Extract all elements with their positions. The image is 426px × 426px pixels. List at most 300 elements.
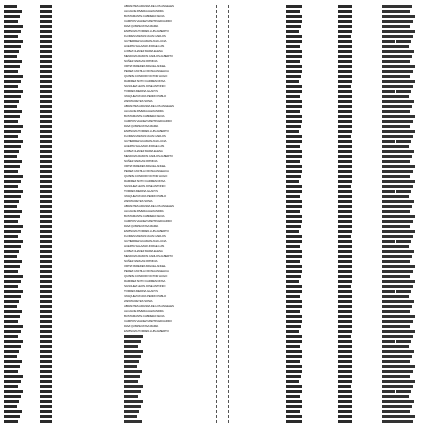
cell-glyph-block <box>338 355 352 358</box>
cell-glyph-block <box>396 190 411 193</box>
cell-text: LOPEZ CHAVEZ MARIA ELENA <box>124 149 163 153</box>
cell-glyph-block <box>40 55 52 58</box>
cell-glyph-block <box>40 75 52 78</box>
cell-glyph-block <box>4 340 23 343</box>
cell-glyph-block <box>396 420 413 423</box>
cell-text: CAMPOS VALDEZ MARTIN EDUARDO <box>124 219 172 223</box>
cell-text: BUSTAMANTE CABRERA SILVIA <box>124 314 165 318</box>
cell-glyph-block <box>382 235 397 238</box>
cell-glyph-block <box>4 125 23 128</box>
cell-glyph-block <box>216 380 217 383</box>
table-cell <box>338 419 352 424</box>
cell-glyph-block <box>338 280 352 283</box>
cell-text: ALCALDE RIVERA ALEXANDRA <box>124 309 164 313</box>
cell-glyph-block <box>4 365 20 368</box>
table-cell <box>216 419 218 424</box>
cell-glyph-block <box>286 160 300 163</box>
cell-glyph-block <box>338 385 351 388</box>
cell-glyph-block <box>216 210 217 213</box>
cell-glyph-block <box>40 130 52 133</box>
cell-glyph-block <box>228 70 229 73</box>
cell-glyph-block <box>228 360 229 363</box>
cell-glyph-block <box>338 285 351 288</box>
cell-glyph-block <box>216 170 217 173</box>
cell-glyph-block <box>40 290 52 293</box>
cell-glyph-block <box>286 245 300 248</box>
cell-text: BUSTAMANTE CABRERA SILVIA <box>124 114 165 118</box>
cell-glyph-block <box>338 50 352 53</box>
cell-glyph-block <box>228 50 229 53</box>
cell-glyph-block <box>286 50 302 53</box>
cell-glyph-block <box>338 215 352 218</box>
cell-glyph-block <box>40 225 52 228</box>
cell-glyph-block <box>4 245 21 248</box>
table-cell <box>286 419 302 424</box>
cell-glyph-block <box>286 315 302 318</box>
cell-glyph-block <box>286 45 300 48</box>
cell-glyph-block <box>216 45 217 48</box>
cell-glyph-block <box>382 205 396 208</box>
cell-glyph-block <box>216 360 217 363</box>
cell-text: LOPEZ CHAVEZ MARIA ELENA <box>124 249 163 253</box>
cell-glyph-block <box>228 160 229 163</box>
cell-glyph-block <box>382 405 396 408</box>
cell-glyph-block <box>40 160 52 163</box>
cell-glyph-block <box>40 270 52 273</box>
cell-text: TORRES MEDINA GLADYS <box>124 189 158 193</box>
cell-glyph-block <box>396 380 415 383</box>
cell-glyph-block <box>228 270 229 273</box>
cell-glyph-block <box>4 375 23 378</box>
cell-glyph-block <box>40 95 52 98</box>
cell-glyph-block <box>396 110 410 113</box>
cell-glyph-block <box>228 415 229 418</box>
cell-glyph-block <box>4 295 21 298</box>
cell-glyph-block <box>396 5 412 8</box>
cell-glyph-block <box>228 365 229 368</box>
cell-glyph-block <box>338 195 352 198</box>
cell-glyph-block <box>216 190 217 193</box>
cell-glyph-block <box>40 105 52 108</box>
cell-glyph-block <box>396 80 415 83</box>
cell-glyph-block <box>228 80 229 83</box>
cell-glyph-block <box>396 275 410 278</box>
cell-glyph-block <box>228 65 229 68</box>
cell-glyph-block <box>396 195 409 198</box>
cell-glyph-block <box>228 390 229 393</box>
cell-glyph-block <box>40 135 52 138</box>
cell-glyph-block <box>286 185 302 188</box>
cell-glyph-block <box>216 330 217 333</box>
cell-glyph-block <box>40 280 52 283</box>
cell-glyph-block <box>228 225 229 228</box>
cell-glyph-block <box>4 85 18 88</box>
cell-glyph-block <box>124 390 141 393</box>
cell-glyph-block <box>216 145 217 148</box>
cell-glyph-block <box>396 310 410 313</box>
cell-glyph-block <box>286 165 302 168</box>
cell-glyph-block <box>286 65 302 68</box>
cell-glyph-block <box>286 5 302 8</box>
cell-glyph-block <box>396 285 413 288</box>
cell-glyph-block <box>338 230 352 233</box>
cell-glyph-block <box>216 220 217 223</box>
cell-glyph-block <box>338 140 352 143</box>
cell-text: ESPINOZA TORRES LUIS ALBERTO <box>124 129 169 133</box>
cell-glyph-block <box>382 140 395 143</box>
cell-glyph-block <box>286 10 300 13</box>
cell-glyph-block <box>396 250 414 253</box>
cell-glyph-block <box>396 280 415 283</box>
cell-glyph-block <box>40 140 52 143</box>
cell-text: FLORES MAMANI JUAN CARLOS <box>124 234 166 238</box>
cell-glyph-block <box>40 320 52 323</box>
cell-glyph-block <box>216 395 217 398</box>
cell-glyph-block <box>286 155 302 158</box>
cell-glyph-block <box>4 115 20 118</box>
cell-glyph-block <box>4 150 19 153</box>
cell-glyph-block <box>40 210 52 213</box>
cell-glyph-block <box>228 55 229 58</box>
cell-glyph-block <box>286 90 302 93</box>
cell-glyph-block <box>4 230 21 233</box>
cell-glyph-block <box>4 155 17 158</box>
cell-glyph-block <box>338 265 352 268</box>
cell-glyph-block <box>396 395 409 398</box>
cell-glyph-block <box>396 405 412 408</box>
cell-glyph-block <box>396 225 410 228</box>
cell-glyph-block <box>228 335 229 338</box>
cell-glyph-block <box>396 55 412 58</box>
cell-glyph-block <box>228 210 229 213</box>
cell-glyph-block <box>216 325 217 328</box>
cell-glyph-block <box>228 20 229 23</box>
cell-glyph-block <box>216 245 217 248</box>
cell-glyph-block <box>216 85 217 88</box>
cell-text: PEREZ CASTILLO ROSA ANGELICA <box>124 269 169 273</box>
cell-glyph-block <box>396 315 415 318</box>
cell-glyph-block <box>286 110 300 113</box>
cell-glyph-block <box>286 260 300 263</box>
cell-glyph-block <box>286 105 302 108</box>
cell-glyph-block <box>338 5 352 8</box>
cell-glyph-block <box>228 110 229 113</box>
cell-glyph-block <box>228 100 229 103</box>
cell-glyph-block <box>382 255 396 258</box>
cell-glyph-block <box>216 275 217 278</box>
cell-glyph-block <box>4 175 23 178</box>
cell-glyph-block <box>396 340 411 343</box>
cell-glyph-block <box>216 390 217 393</box>
cell-text: RAMIREZ SOTO CARMEN ROSA <box>124 179 166 183</box>
cell-glyph-block <box>40 255 52 258</box>
cell-glyph-block <box>396 50 414 53</box>
cell-glyph-block <box>40 335 52 338</box>
cell-glyph-block <box>396 70 413 73</box>
cell-glyph-block <box>40 60 52 63</box>
cell-glyph-block <box>228 405 229 408</box>
cell-glyph-block <box>338 310 352 313</box>
cell-glyph-block <box>286 290 302 293</box>
cell-glyph-block <box>382 390 395 393</box>
cell-glyph-block <box>396 355 412 358</box>
cell-glyph-block <box>228 265 229 268</box>
cell-glyph-block <box>4 30 21 33</box>
cell-glyph-block <box>40 145 52 148</box>
cell-glyph-block <box>40 40 52 43</box>
cell-glyph-block <box>382 270 396 273</box>
cell-glyph-block <box>4 105 17 108</box>
cell-glyph-block <box>216 400 217 403</box>
cell-glyph-block <box>40 50 52 53</box>
cell-glyph-block <box>396 215 415 218</box>
cell-glyph-block <box>216 365 217 368</box>
cell-glyph-block <box>338 45 352 48</box>
cell-glyph-block <box>396 235 413 238</box>
cell-glyph-block <box>4 220 18 223</box>
cell-glyph-block <box>338 320 352 323</box>
cell-glyph-block <box>286 120 302 123</box>
cell-glyph-block <box>286 80 299 83</box>
cell-glyph-block <box>382 320 396 323</box>
cell-glyph-block <box>216 25 217 28</box>
cell-glyph-block <box>286 340 302 343</box>
cell-glyph-block <box>338 415 352 418</box>
cell-text: ALCALDE RIVERA ALEXANDRA <box>124 109 164 113</box>
cell-glyph-block <box>396 360 410 363</box>
cell-glyph-block <box>40 310 52 313</box>
cell-text: ALCALDE RIVERA ALEXANDRA <box>124 9 164 13</box>
cell-glyph-block <box>396 95 409 98</box>
cell-text: NUÑEZ VARGAS PATRICIA <box>124 159 158 163</box>
cell-glyph-block <box>40 355 52 358</box>
cell-glyph-block <box>382 105 396 108</box>
cell-glyph-block <box>228 285 229 288</box>
cell-glyph-block <box>396 15 415 18</box>
cell-glyph-block <box>396 305 412 308</box>
cell-glyph-block <box>286 145 300 148</box>
cell-glyph-block <box>228 10 229 13</box>
cell-glyph-block <box>396 265 415 268</box>
cell-glyph-block <box>338 200 352 203</box>
cell-glyph-block <box>4 355 17 358</box>
cell-glyph-block <box>382 70 396 73</box>
cell-glyph-block <box>396 295 409 298</box>
cell-glyph-block <box>4 400 19 403</box>
cell-glyph-block <box>338 150 352 153</box>
cell-glyph-block <box>396 300 414 303</box>
cell-glyph-block <box>396 170 413 173</box>
cell-glyph-block <box>216 115 217 118</box>
cell-glyph-block <box>228 260 229 263</box>
cell-glyph-block <box>338 420 352 423</box>
cell-glyph-block <box>286 150 302 153</box>
cell-glyph-block <box>216 120 217 123</box>
cell-glyph-block <box>338 75 352 78</box>
cell-glyph-block <box>338 185 351 188</box>
cell-glyph-block <box>40 80 52 83</box>
cell-glyph-block <box>338 170 352 173</box>
cell-glyph-block <box>338 90 352 93</box>
cell-glyph-block <box>40 245 52 248</box>
cell-glyph-block <box>228 240 229 243</box>
cell-glyph-block <box>338 255 352 258</box>
table-cell <box>40 419 52 424</box>
cell-glyph-block <box>338 60 352 63</box>
cell-glyph-block <box>4 130 21 133</box>
cell-glyph-block <box>216 195 217 198</box>
cell-glyph-block <box>216 315 217 318</box>
cell-glyph-block <box>396 180 415 183</box>
cell-glyph-block <box>396 240 411 243</box>
table-cell <box>124 419 188 424</box>
cell-glyph-block <box>4 305 17 308</box>
cell-glyph-block <box>228 305 229 308</box>
cell-glyph-block <box>4 10 22 13</box>
cell-glyph-block <box>228 200 229 203</box>
cell-glyph-block <box>216 415 217 418</box>
cell-glyph-block <box>124 405 141 408</box>
cell-glyph-block <box>382 370 396 373</box>
cell-glyph-block <box>124 420 142 423</box>
cell-text: ESPINOZA TORRES LUIS ALBERTO <box>124 229 169 233</box>
cell-glyph-block <box>40 375 52 378</box>
cell-glyph-block <box>216 300 217 303</box>
cell-glyph-block <box>396 160 410 163</box>
cell-glyph-block <box>216 270 217 273</box>
cell-text: DIAZ QUISPE ROSA MARIA <box>124 224 159 228</box>
cell-glyph-block <box>338 35 351 38</box>
cell-glyph-block <box>286 365 302 368</box>
cell-glyph-block <box>216 205 217 208</box>
cell-glyph-block <box>124 380 138 383</box>
cell-text: MENDOZA RAMOS CARLOS ALBERTO <box>124 54 173 58</box>
cell-glyph-block <box>228 215 229 218</box>
cell-glyph-block <box>338 375 352 378</box>
cell-glyph-block <box>286 25 301 28</box>
cell-glyph-block <box>396 175 410 178</box>
cell-glyph-block <box>396 270 413 273</box>
cell-glyph-block <box>338 160 352 163</box>
cell-glyph-block <box>338 225 352 228</box>
cell-glyph-block <box>396 10 410 13</box>
cell-glyph-block <box>4 45 21 48</box>
cell-glyph-block <box>4 170 18 173</box>
cell-glyph-block <box>228 325 229 328</box>
cell-glyph-block <box>286 265 302 268</box>
cell-text: ALCALDE RIVERA ALEXANDRA <box>124 209 164 213</box>
cell-glyph-block <box>4 110 22 113</box>
cell-glyph-block <box>40 65 52 68</box>
cell-glyph-block <box>40 370 52 373</box>
cell-glyph-block <box>228 45 229 48</box>
cell-glyph-block <box>396 185 413 188</box>
cell-glyph-block <box>4 240 23 243</box>
cell-glyph-block <box>228 195 229 198</box>
cell-glyph-block <box>4 370 18 373</box>
cell-glyph-block <box>4 35 18 38</box>
cell-glyph-block <box>216 95 217 98</box>
cell-glyph-block <box>338 110 352 113</box>
cell-glyph-block <box>338 210 352 213</box>
cell-glyph-block <box>124 395 138 398</box>
cell-glyph-block <box>124 375 140 378</box>
cell-glyph-block <box>228 175 229 178</box>
cell-glyph-block <box>124 340 141 343</box>
cell-glyph-block <box>4 415 20 418</box>
cell-glyph-block <box>286 280 299 283</box>
cell-text: ORTIZ PAREDES MIGUEL ANGEL <box>124 264 166 268</box>
cell-glyph-block <box>4 145 21 148</box>
cell-glyph-block <box>216 285 217 288</box>
cell-glyph-block <box>4 60 22 63</box>
cell-glyph-block <box>40 295 52 298</box>
cell-glyph-block <box>382 85 397 88</box>
cell-text: ESPINOZA TORRES LUIS ALBERTO <box>124 29 169 33</box>
cell-glyph-block <box>228 355 229 358</box>
cell-glyph-block <box>228 40 229 43</box>
cell-glyph-block <box>286 210 300 213</box>
cell-glyph-block <box>40 340 52 343</box>
cell-glyph-block <box>216 75 217 78</box>
cell-text: ZAPATA REYES SONIA <box>124 299 153 303</box>
cell-text: ABRANTES ARANDA DE LOS ANGELES <box>124 4 174 8</box>
cell-glyph-block <box>40 170 52 173</box>
cell-glyph-block <box>286 195 300 198</box>
cell-glyph-block <box>228 300 229 303</box>
cell-glyph-block <box>228 145 229 148</box>
cell-glyph-block <box>382 340 395 343</box>
cell-text: BUSTAMANTE CABRERA SILVIA <box>124 14 165 18</box>
cell-glyph-block <box>338 275 352 278</box>
cell-glyph-block <box>216 260 217 263</box>
cell-glyph-block <box>228 350 229 353</box>
cell-glyph-block <box>286 100 302 103</box>
cell-glyph-block <box>4 335 18 338</box>
cell-glyph-block <box>382 135 397 138</box>
cell-glyph-block <box>286 170 302 173</box>
cell-glyph-block <box>286 95 300 98</box>
cell-glyph-block <box>4 420 18 423</box>
cell-glyph-block <box>228 290 229 293</box>
cell-glyph-block <box>286 385 302 388</box>
cell-glyph-block <box>286 305 302 308</box>
cell-glyph-block <box>4 345 21 348</box>
cell-glyph-block <box>124 355 141 358</box>
cell-text: CAMPOS VALDEZ MARTIN EDUARDO <box>124 319 172 323</box>
cell-glyph-block <box>396 245 409 248</box>
cell-glyph-block <box>216 160 217 163</box>
cell-glyph-block <box>286 415 302 418</box>
cell-glyph-block <box>216 305 217 308</box>
cell-glyph-block <box>4 385 18 388</box>
cell-glyph-block <box>216 215 217 218</box>
cell-glyph-block <box>286 360 300 363</box>
cell-glyph-block <box>4 135 18 138</box>
cell-glyph-block <box>286 40 302 43</box>
cell-glyph-block <box>228 320 229 323</box>
cell-glyph-block <box>228 35 229 38</box>
cell-text: ZAPATA REYES SONIA <box>124 199 153 203</box>
cell-glyph-block <box>396 410 410 413</box>
cell-glyph-block <box>396 130 415 133</box>
cell-glyph-block <box>286 75 301 78</box>
cell-glyph-block <box>286 235 302 238</box>
cell-glyph-block <box>216 295 217 298</box>
cell-text: DIAZ QUISPE ROSA MARIA <box>124 24 159 28</box>
cell-glyph-block <box>4 205 17 208</box>
cell-glyph-block <box>396 350 414 353</box>
